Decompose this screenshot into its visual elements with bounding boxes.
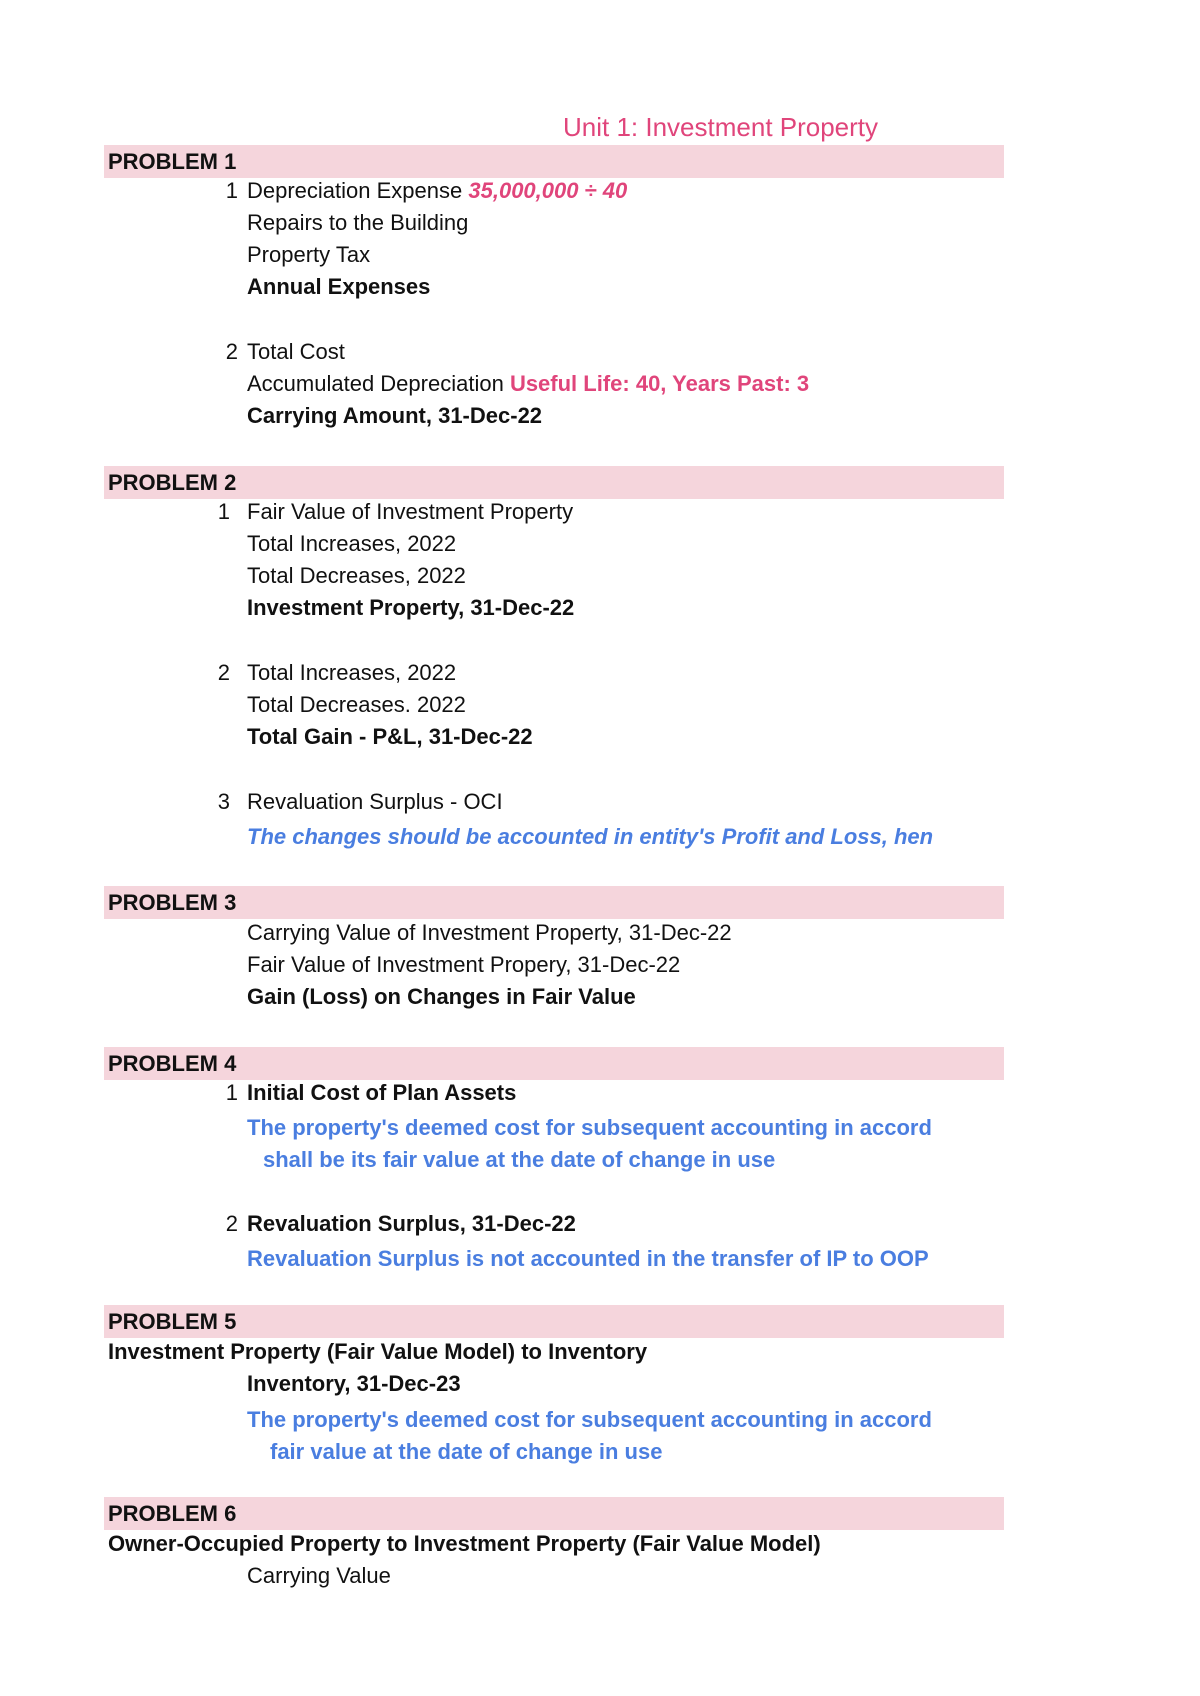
problem-5-subtitle: Investment Property (Fair Value Model) to Inventory [108, 1339, 648, 1364]
fair-value-label: Fair Value of Investment Property [247, 499, 574, 524]
property-tax-label: Property Tax [247, 242, 371, 267]
revaluation-surplus-label: Revaluation Surplus - OCI [247, 789, 503, 814]
useful-life-note: Useful Life: 40, Years Past: 3 [509, 371, 810, 396]
problem-6-subtitle: Owner-Occupied Property to Investment Property (Fair Value Model) [108, 1531, 821, 1556]
item-number: 1 [225, 178, 238, 203]
gain-loss-label: Gain (Loss) on Changes in Fair Value [247, 984, 636, 1009]
revaluation-surplus-note: Revaluation Surplus is not accounted in the transfer of IP to OOP [247, 1246, 929, 1271]
investment-property-total-label: Investment Property, 31-Dec-22 [247, 595, 575, 620]
accumulated-depreciation-row [247, 369, 809, 399]
profit-loss-note: The changes should be accounted in entity's Profit and Loss, hen [247, 824, 934, 849]
total-increases-label: Total Increases, 2022 [247, 531, 457, 556]
item-number: 1 [225, 1080, 238, 1105]
problem-2-header: PROBLEM 2 [104, 466, 1004, 499]
initial-cost-label: Initial Cost of Plan Assets [247, 1080, 517, 1105]
deemed-cost-note: The property's deemed cost for subsequent accounting in accord [247, 1407, 932, 1432]
problem-6-header: PROBLEM 6 [104, 1497, 1004, 1530]
problem-4-header: PROBLEM 4 [104, 1047, 1004, 1080]
repairs-label: Repairs to the Building [247, 210, 469, 235]
deemed-cost-note-continued: fair value at the date of change in use [270, 1439, 663, 1464]
problem-1-header: PROBLEM 1 [104, 145, 1004, 178]
annual-expenses-label: Annual Expenses [247, 274, 431, 299]
total-gain-label: Total Gain - P&L, 31-Dec-22 [247, 724, 533, 749]
item-number: 2 [225, 339, 238, 364]
depreciation-expense-label: Depreciation Expense [247, 178, 463, 203]
carrying-amount-label: Carrying Amount, 31-Dec-22 [247, 403, 543, 428]
carrying-value-label: Carrying Value of Investment Property, 31-Dec-22 [247, 920, 732, 945]
inventory-label: Inventory, 31-Dec-23 [247, 1371, 461, 1396]
fair-value-label: Fair Value of Investment Propery, 31-Dec-22 [247, 952, 681, 977]
total-cost-label: Total Cost [247, 339, 345, 364]
item-number: 2 [225, 1211, 238, 1236]
total-increases-label: Total Increases, 2022 [247, 660, 457, 685]
deemed-cost-note-continued: shall be its fair value at the date of change in use [263, 1147, 776, 1172]
accumulated-depreciation-label: Accumulated Depreciation [247, 371, 504, 396]
deemed-cost-note: The property's deemed cost for subsequent accounting in accord [247, 1115, 932, 1140]
depreciation-expense-row [247, 176, 627, 206]
item-number: 1 [217, 499, 230, 524]
problem-3-header: PROBLEM 3 [104, 886, 1004, 919]
problem-5-header: PROBLEM 5 [104, 1305, 1004, 1338]
carrying-value-label: Carrying Value [247, 1563, 391, 1588]
depreciation-formula-note: 35,000,000 ÷ 40 [468, 178, 628, 203]
total-decreases-label: Total Decreases. 2022 [247, 692, 466, 717]
revaluation-surplus-label: Revaluation Surplus, 31-Dec-22 [247, 1211, 576, 1236]
item-number: 2 [217, 660, 230, 685]
item-number: 3 [217, 789, 230, 814]
total-decreases-label: Total Decreases, 2022 [247, 563, 466, 588]
page-title: Unit 1: Investment Property [563, 112, 879, 142]
